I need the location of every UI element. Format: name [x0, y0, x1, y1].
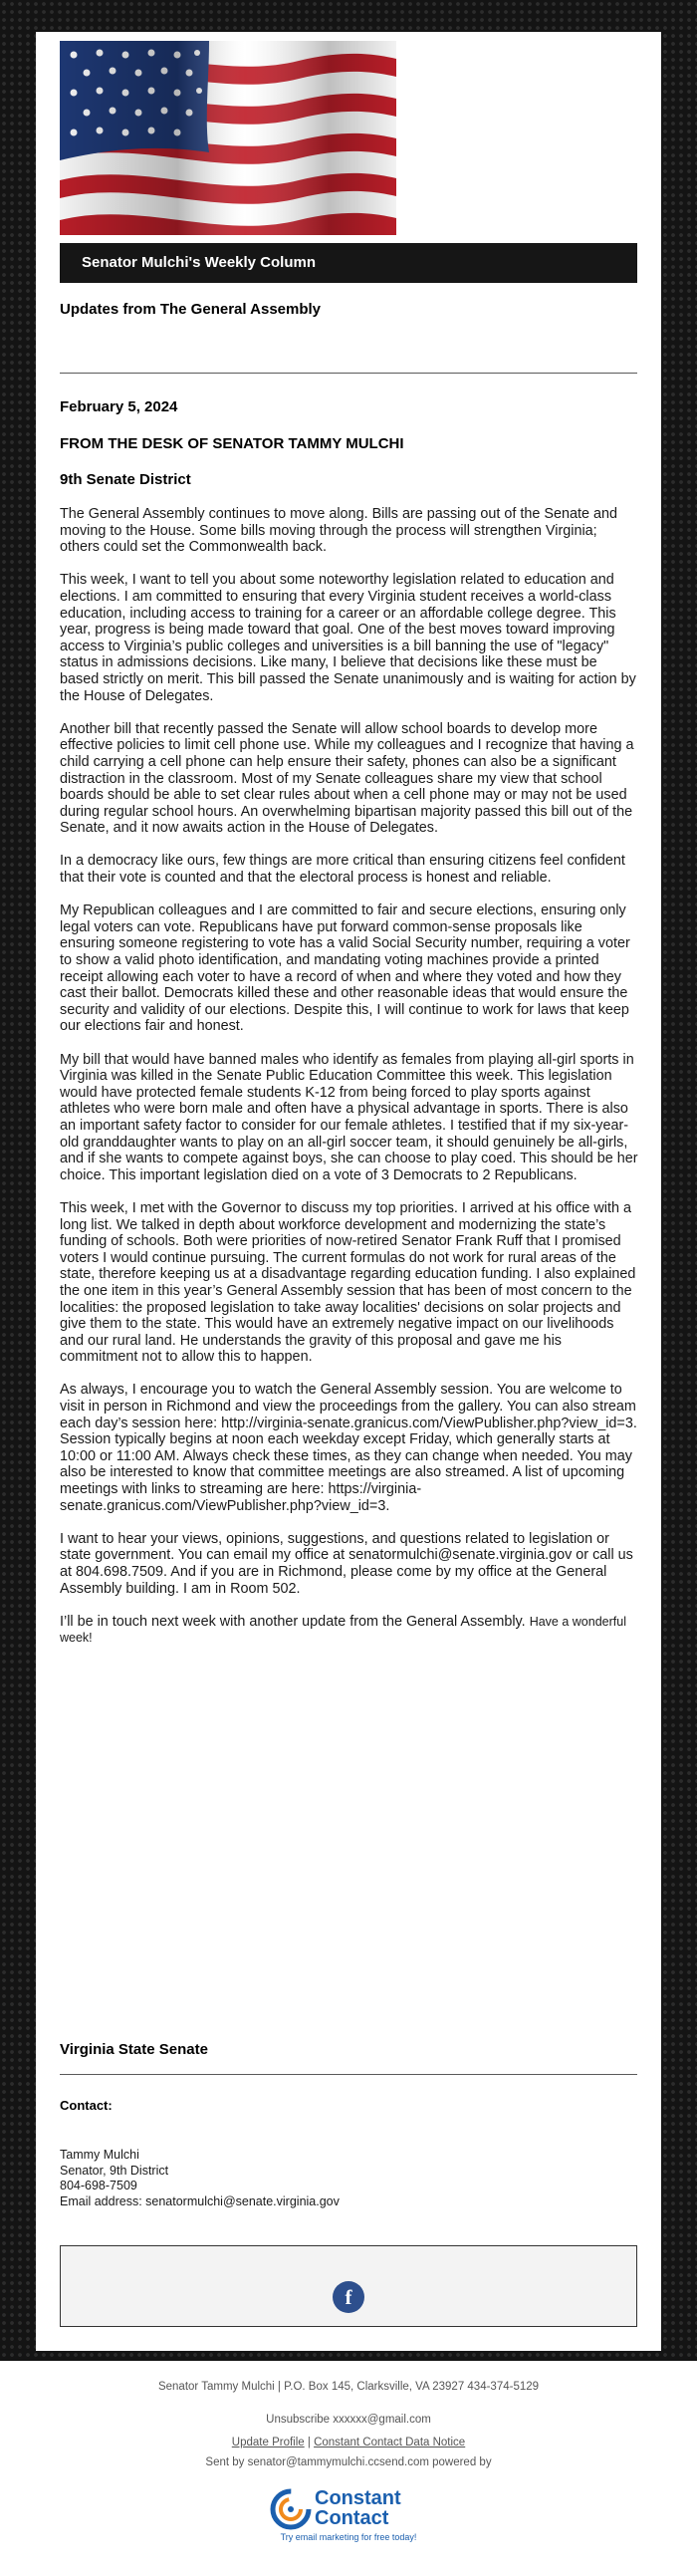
- american-flag-image: [60, 41, 396, 235]
- footer-links: [0, 2437, 697, 2448]
- subtitle-heading: Updates from The General Assembly: [60, 301, 322, 318]
- closing-paragraph: [60, 1614, 639, 1647]
- closing-text: I’ll be in touch next week with another update from the General Assembly.: [60, 1613, 526, 1630]
- logo-word-contact: Contact: [315, 2507, 389, 2529]
- contact-name: Tammy Mulchi: [60, 2148, 139, 2162]
- constant-contact-logo[interactable]: [269, 2487, 428, 2543]
- article-paragraph: As always, I encourage you to watch the General Assembly session. You are welcome to visit in person in Richmond and view the proceedings from the gallery. You can also stream each day’s session here: http://virginia-senate.granicus.com/ViewPublisher.php?view_id=3. Session typically begins at noon each weekday except Friday, which generally starts at 10:00 or 11:00 AM. Always check these times, as they can change when needed. You may also be interested to know that committee meetings are also streamed. A list of upcoming meetings with links to streaming are here: https://virginia-senate.granicus.com/ViewPublisher.php?view_id=3.: [60, 1382, 637, 1514]
- contact-phone: 804-698-7509: [60, 2179, 137, 2192]
- constant-contact-swirl-icon: [269, 2487, 313, 2531]
- article-paragraph: I want to hear your views, opinions, suggestions, and questions related to legislation or state government. You can email my office at senatormulchi@senate.virginia.gov or call us at 804.698.7509. And if you are in Richmond, please come by my office at the General Assembly building. I am in Room 502.: [60, 1530, 633, 1597]
- article-paragraph: My Republican colleagues and I are committed to fair and secure elections, ensuring only legal voters can vote. Republicans have put forward common-sense proposals like ensuring someone registering to vote has a valid Social Security number, requiring a voter to show a valid photo identification, and mandating voting machines provide a printed receipt allowing each voter to have a record of when and where they voted and how they cast their ballot. Democrats killed these and other reasonable ideas that would ensure the security and validity of our elections. Despite this, I will continue to work for laws that keep our elections fair and honest.: [60, 902, 630, 1035]
- data-notice-link[interactable]: Constant Contact Data Notice: [314, 2437, 466, 2448]
- contact-info: [60, 2148, 340, 2209]
- contact-title: Senator, 9th District: [60, 2163, 169, 2178]
- contact-email: Email address: senatormulchi@senate.virginia.gov: [60, 2193, 340, 2208]
- sent-by-text: Sent by senator@tammymulchi.ccsend.com powered by: [205, 2456, 492, 2468]
- unsubscribe-link[interactable]: Unsubscribe xxxxxx@gmail.com: [266, 2414, 431, 2426]
- article-date: February 5, 2024: [60, 398, 178, 415]
- facebook-icon[interactable]: f: [333, 2281, 364, 2313]
- flag-graphic: [60, 41, 396, 235]
- email-footer: [0, 2361, 697, 2576]
- divider: [60, 373, 637, 374]
- article-paragraph: My bill that would have banned males who identify as females from playing all-girl sports in Virginia was killed in the Senate Public Education Committee this week. This legislation would have protected female students K-12 from being forced to play sports against athletes who were born male and often have a physical advantage in sports. There is also an important safety factor to consider for our female athletes. I testified that if my six-year-old granddaughter wants to play on an all-girl soccer team, it should genuinely be all-girls, and if she wants to compete against boys, she can choose to play coed. This should be her choice. This important legislation died on a vote of 3 Democrats to 2 Republicans.: [60, 1051, 638, 1183]
- article-paragraph: In a democracy like ours, few things are more critical than ensuring citizens feel confident that their vote is counted and that the electoral process is honest and reliable.: [60, 853, 625, 887]
- logo-word-constant: Constant: [315, 2487, 401, 2509]
- logo-tagline: Try email marketing for free today!: [280, 2532, 417, 2542]
- column-title-banner: Senator Mulchi's Weekly Column: [60, 243, 637, 283]
- update-profile-link[interactable]: Update Profile: [231, 2437, 305, 2448]
- article-paragraph: This week, I want to tell you about some noteworthy legislation related to education and elections. I am committed to ensuring that every Virginia student receives a world-class education, including access to training for a career or an affordable college degree. This year, progress is being made toward that goal. One of the best moves toward improving access to Virginia’s public colleges and universities is a bill banning the use of "legacy" status in admissions decisions. Like many, I believe that decisions like these must be based strictly on merit. This bill passed the Senate unanimously and is waiting for action by the House of Delegates.: [60, 572, 636, 704]
- contact-label: Contact:: [60, 2098, 113, 2113]
- divider: [60, 2074, 637, 2075]
- newsletter-body: [36, 32, 661, 2351]
- social-links-box: [60, 2245, 637, 2327]
- article-body: [60, 506, 639, 1664]
- footer-separator: |: [304, 2437, 315, 2448]
- article-paragraph: Another bill that recently passed the Senate will allow school boards to develop more effective policies to limit cell phone use. While my colleagues and I recognize that having a child carrying a cell phone can help ensure their safety, phones can also be a significant distraction in the classroom. Most of my Senate colleagues share my view that school boards should be able to set clear rules about when a cell phone may or may not be used during regular school hours. An overwhelming bipartisan majority passed this bill out of the Senate, and it now awaits action in the House of Delegates.: [60, 720, 634, 837]
- closing-small-text: Have a wonderful week!: [60, 1614, 626, 1646]
- org-heading: Virginia State Senate: [60, 2041, 208, 2058]
- article-from-line: FROM THE DESK OF SENATOR TAMMY MULCHI: [60, 435, 404, 452]
- footer-address: Senator Tammy Mulchi | P.O. Box 145, Clarksville, VA 23927 434-374-5129: [157, 2381, 540, 2393]
- article-district: 9th Senate District: [60, 471, 191, 488]
- article-paragraph: The General Assembly continues to move along. Bills are passing out of the Senate and moving to the House. Some bills moving through the process will strengthen Virginia; others could set the Commonwealth back.: [60, 506, 617, 556]
- article-paragraph: This week, I met with the Governor to discuss my top priorities. I arrived at his office with a long list. We talked in depth about workforce development and modernizing the state’s funding of schools. Both were priorities of now-retired Senator Frank Ruff that I promised voters I would continue pursuing. The current formulas do not work for rural areas of the state, therefore keeping us at a disadvantage regarding education funding. I also explained the one item in this year’s General Assembly session that has been of most concern to the localities: the proposed legislation to take away localities' decisions on solar projects and give them to the state. This would have an extremely negative impact on our livelihoods and our rural land. He understands the gravity of this proposal and gave me his commitment not to allow this to happen.: [60, 1199, 636, 1366]
